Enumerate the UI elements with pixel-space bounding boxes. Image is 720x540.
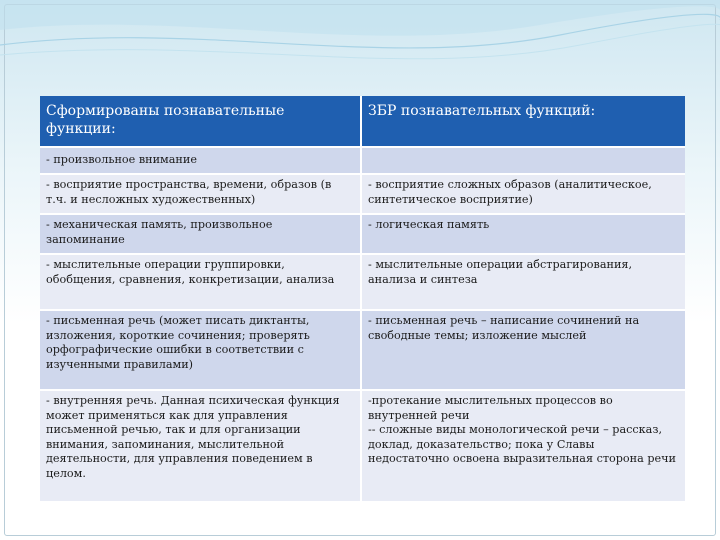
table-header-row (40, 96, 685, 148)
table-row (40, 391, 685, 503)
table-cell-left: - письменная речь (может писать диктанты, изложения, короткие сочинения; проверять орфографические ошибки в соответствии с изученными правилами) (40, 311, 362, 391)
table-row (40, 148, 685, 175)
comparison-table (40, 96, 685, 503)
table-cell-right: - восприятие сложных образов (аналитическое, синтетическое восприятие) (362, 175, 685, 215)
table-row (40, 255, 685, 311)
table-cell-left: - восприятие пространства, времени, образов (в т.ч. и несложных художественных) (40, 175, 362, 215)
table-cell-left: - произвольное внимание (40, 148, 362, 175)
table-cell-right: - мыслительные операции абстрагирования, анализа и синтеза (362, 255, 685, 311)
table-cell-left: - мыслительные операции группировки, обобщения, сравнения, конкретизации, анализа (40, 255, 362, 311)
table-cell-right: - логическая память (362, 215, 685, 255)
table-row (40, 175, 685, 215)
table-cell-left: - механическая память, произвольное запоминание (40, 215, 362, 255)
table-row (40, 215, 685, 255)
header-zpd-functions: ЗБР познавательных функций: (362, 96, 685, 148)
table-cell-right: - письменная речь – написание сочинений на свободные темы; изложение мыслей (362, 311, 685, 391)
table-cell-right (362, 148, 685, 175)
table-cell-left: - внутренняя речь. Данная психическая функция может применяться как для управления письменной речью, так и для организации внимания, запоминания, мыслительной деятельности, для управления поведением в целом. (40, 391, 362, 503)
table-cell-right: -протекание мыслительных процессов во внутренней речи -- сложные виды монологической речи – рассказ, доклад, доказательство; пока у Славы недостаточно освоена выразительная сторона речи (362, 391, 685, 503)
table-row (40, 311, 685, 391)
header-formed-functions: Сформированы познавательные функции: (40, 96, 362, 148)
